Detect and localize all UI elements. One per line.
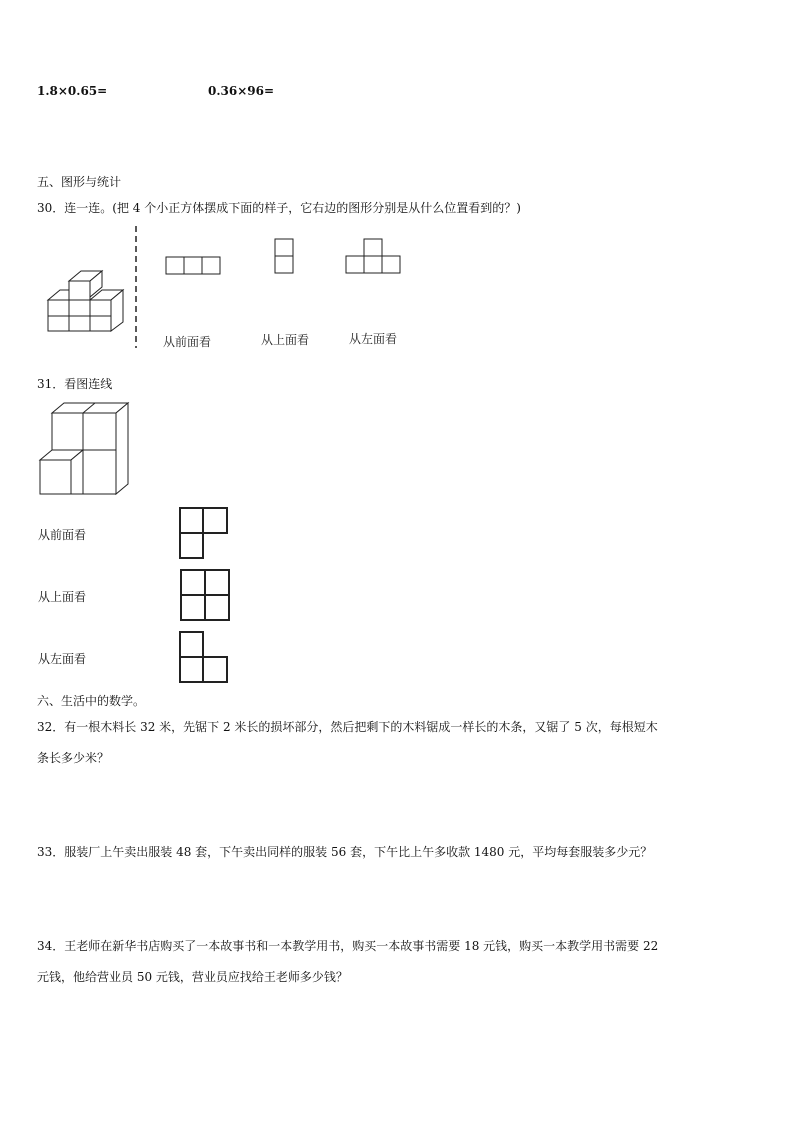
section-6-title: 六、生活中的数学。 [37,694,146,708]
q30-cube-stack-figure [44,270,134,336]
calc-expr-2: 0.36×96= [208,84,275,98]
q30-text: 30．连一连。(把 4 个小正方体摆成下面的样子，它右边的图形分别是从什么位置看到的？) [37,201,521,215]
q31-label-top: 从上面看 [38,590,87,604]
q34-line-2: 元钱，他给营业员 50 元钱，营业员应找给王老师多少钱？ [37,970,348,984]
q31-label-left: 从左面看 [38,652,87,666]
q31-label-front: 从前面看 [38,528,87,542]
q30-view-t-shape [345,238,405,276]
q31-title: 31．看图连线 [37,377,113,391]
calc-expr-1: 1.8×0.65= [37,84,108,98]
q34-line-1: 34．王老师在新华书店购买了一本故事书和一本教学用书，购买一本故事书需要 18 元钱，购买一本教学用书需要 22 [37,939,659,953]
q30-label-front: 从前面看 [163,335,212,349]
q30-label-left: 从左面看 [349,332,398,346]
q31-l-shaped-block-figure [39,402,131,497]
q30-dashed-divider [134,226,138,348]
q31-view-inverted-l-shape [179,631,231,685]
q31-view-two-by-two [180,569,232,623]
q33-text: 33．服装厂上午卖出服装 48 套，下午卖出同样的服装 56 套，下午比上午多收款 1480 元，平均每套服装多少元？ [37,845,653,859]
q30-label-top: 从上面看 [261,333,310,347]
q31-view-l-shape [179,507,231,561]
q32-line-2: 条长多少米？ [37,751,110,765]
section-5-title: 五、图形与统计 [37,175,122,189]
q30-view-row-of-three [165,256,223,276]
q30-view-stack-of-two [274,238,296,276]
q32-line-1: 32．有一根木料长 32 米，先锯下 2 米长的损坏部分，然后把剩下的木料锯成一样长的木条，又锯了 5 次，每根短木 [37,720,658,734]
